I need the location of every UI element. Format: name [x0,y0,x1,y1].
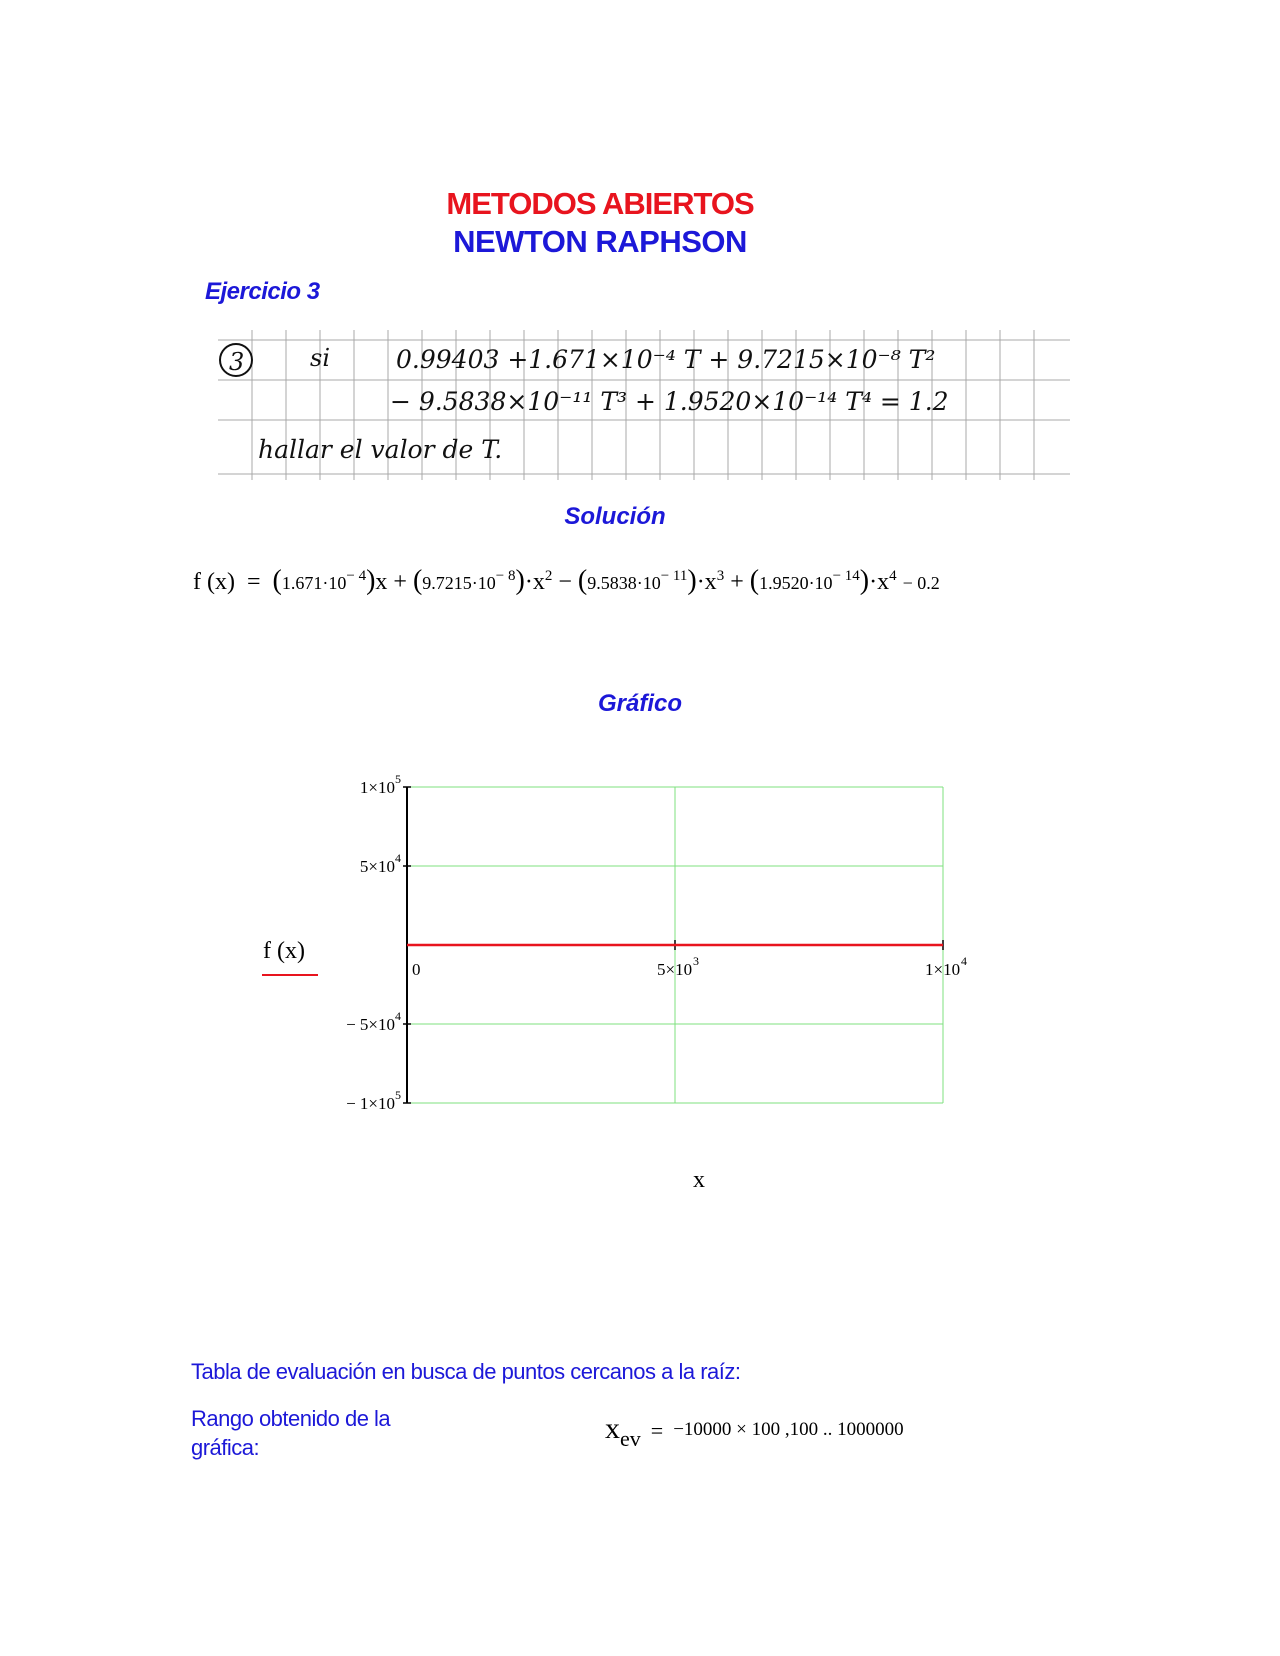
problem-number: 3 [229,348,245,376]
formula-lhs: f (x) [193,569,235,595]
function-formula: f $(x) = (1.671\cdot 10^{- 4})x + (9.7215\cdot 10^{- 8})\cdot x^2 - (9.5838\cdot 10^{- 11})\cdot x^3 + (1.9520\cdot 10^{- 14})\cdot x^4 - 0.2$ [193,565,940,596]
handwritten-problem [218,330,1070,480]
formula-eq: = [246,569,261,595]
x-tick-label: 5×10 [657,960,693,979]
graph-heading: Gráfico [597,690,683,717]
y-tick-exponent: 5 [395,1088,401,1102]
problem-si: si [310,344,330,372]
x-tick-label: 0 [412,960,421,979]
legend-line [262,974,318,976]
y-tick-label: − 1×10 [346,1094,395,1113]
y-tick-label: 1×10 [359,778,395,797]
coef-4: 1.9520·10 [759,573,833,593]
xev-eq: = [650,1418,664,1443]
y-tick-label: − 5×10 [346,1015,395,1034]
y-tick-label: 5×10 [359,857,395,876]
y-tick-exponent: 4 [395,1009,401,1023]
exp-3: − 11 [660,568,688,584]
problem-line2: − 9.5838×10⁻¹¹ T³ + 1.9520×10⁻¹⁴ T⁴ = 1.2 [390,387,949,416]
xev-range: −10000 × 100 ,100 .. 1000000 [673,1419,904,1440]
formula-tail: − 0.2 [902,573,940,593]
exp-2: − 8 [495,568,516,584]
function-chart [250,760,1030,1200]
x-axis-label: x [693,1167,705,1193]
x-tick-label: 1×10 [925,960,961,979]
y-tick-exponent: 4 [395,851,401,865]
coef-2: 9.7215·10 [422,573,496,593]
page-title: METODOS ABIERTOS [446,186,754,221]
coef-3: 9.5838·10 [587,573,661,593]
page-subtitle: NEWTON RAPHSON [453,224,747,259]
xev-var: x [605,1412,620,1445]
exercise-heading: Ejercicio 3 [205,278,320,305]
solution-heading: Solución [564,503,666,530]
xev-definition [605,1412,904,1452]
y-tick-exponent: 5 [395,772,401,786]
problem-line3: hallar el valor de T. [258,435,503,464]
range-text: Rango obtenido de la gráfica: [191,1406,391,1460]
y-legend: f (x) [263,938,305,964]
coef-1: 1.671·10 [281,573,347,593]
xev-sub: ev [620,1426,641,1451]
x-tick-exponent: 3 [693,954,699,968]
exp-1: − 4 [346,568,367,584]
exp-4: − 14 [832,568,860,584]
problem-line1: 0.99403 +1.671×10⁻⁴ T + 9.7215×10⁻⁸ T² [396,345,936,374]
x-tick-exponent: 4 [961,954,967,968]
evaluation-table-text: Tabla de evaluación en busca de puntos cercanos a la raíz: [191,1359,741,1384]
